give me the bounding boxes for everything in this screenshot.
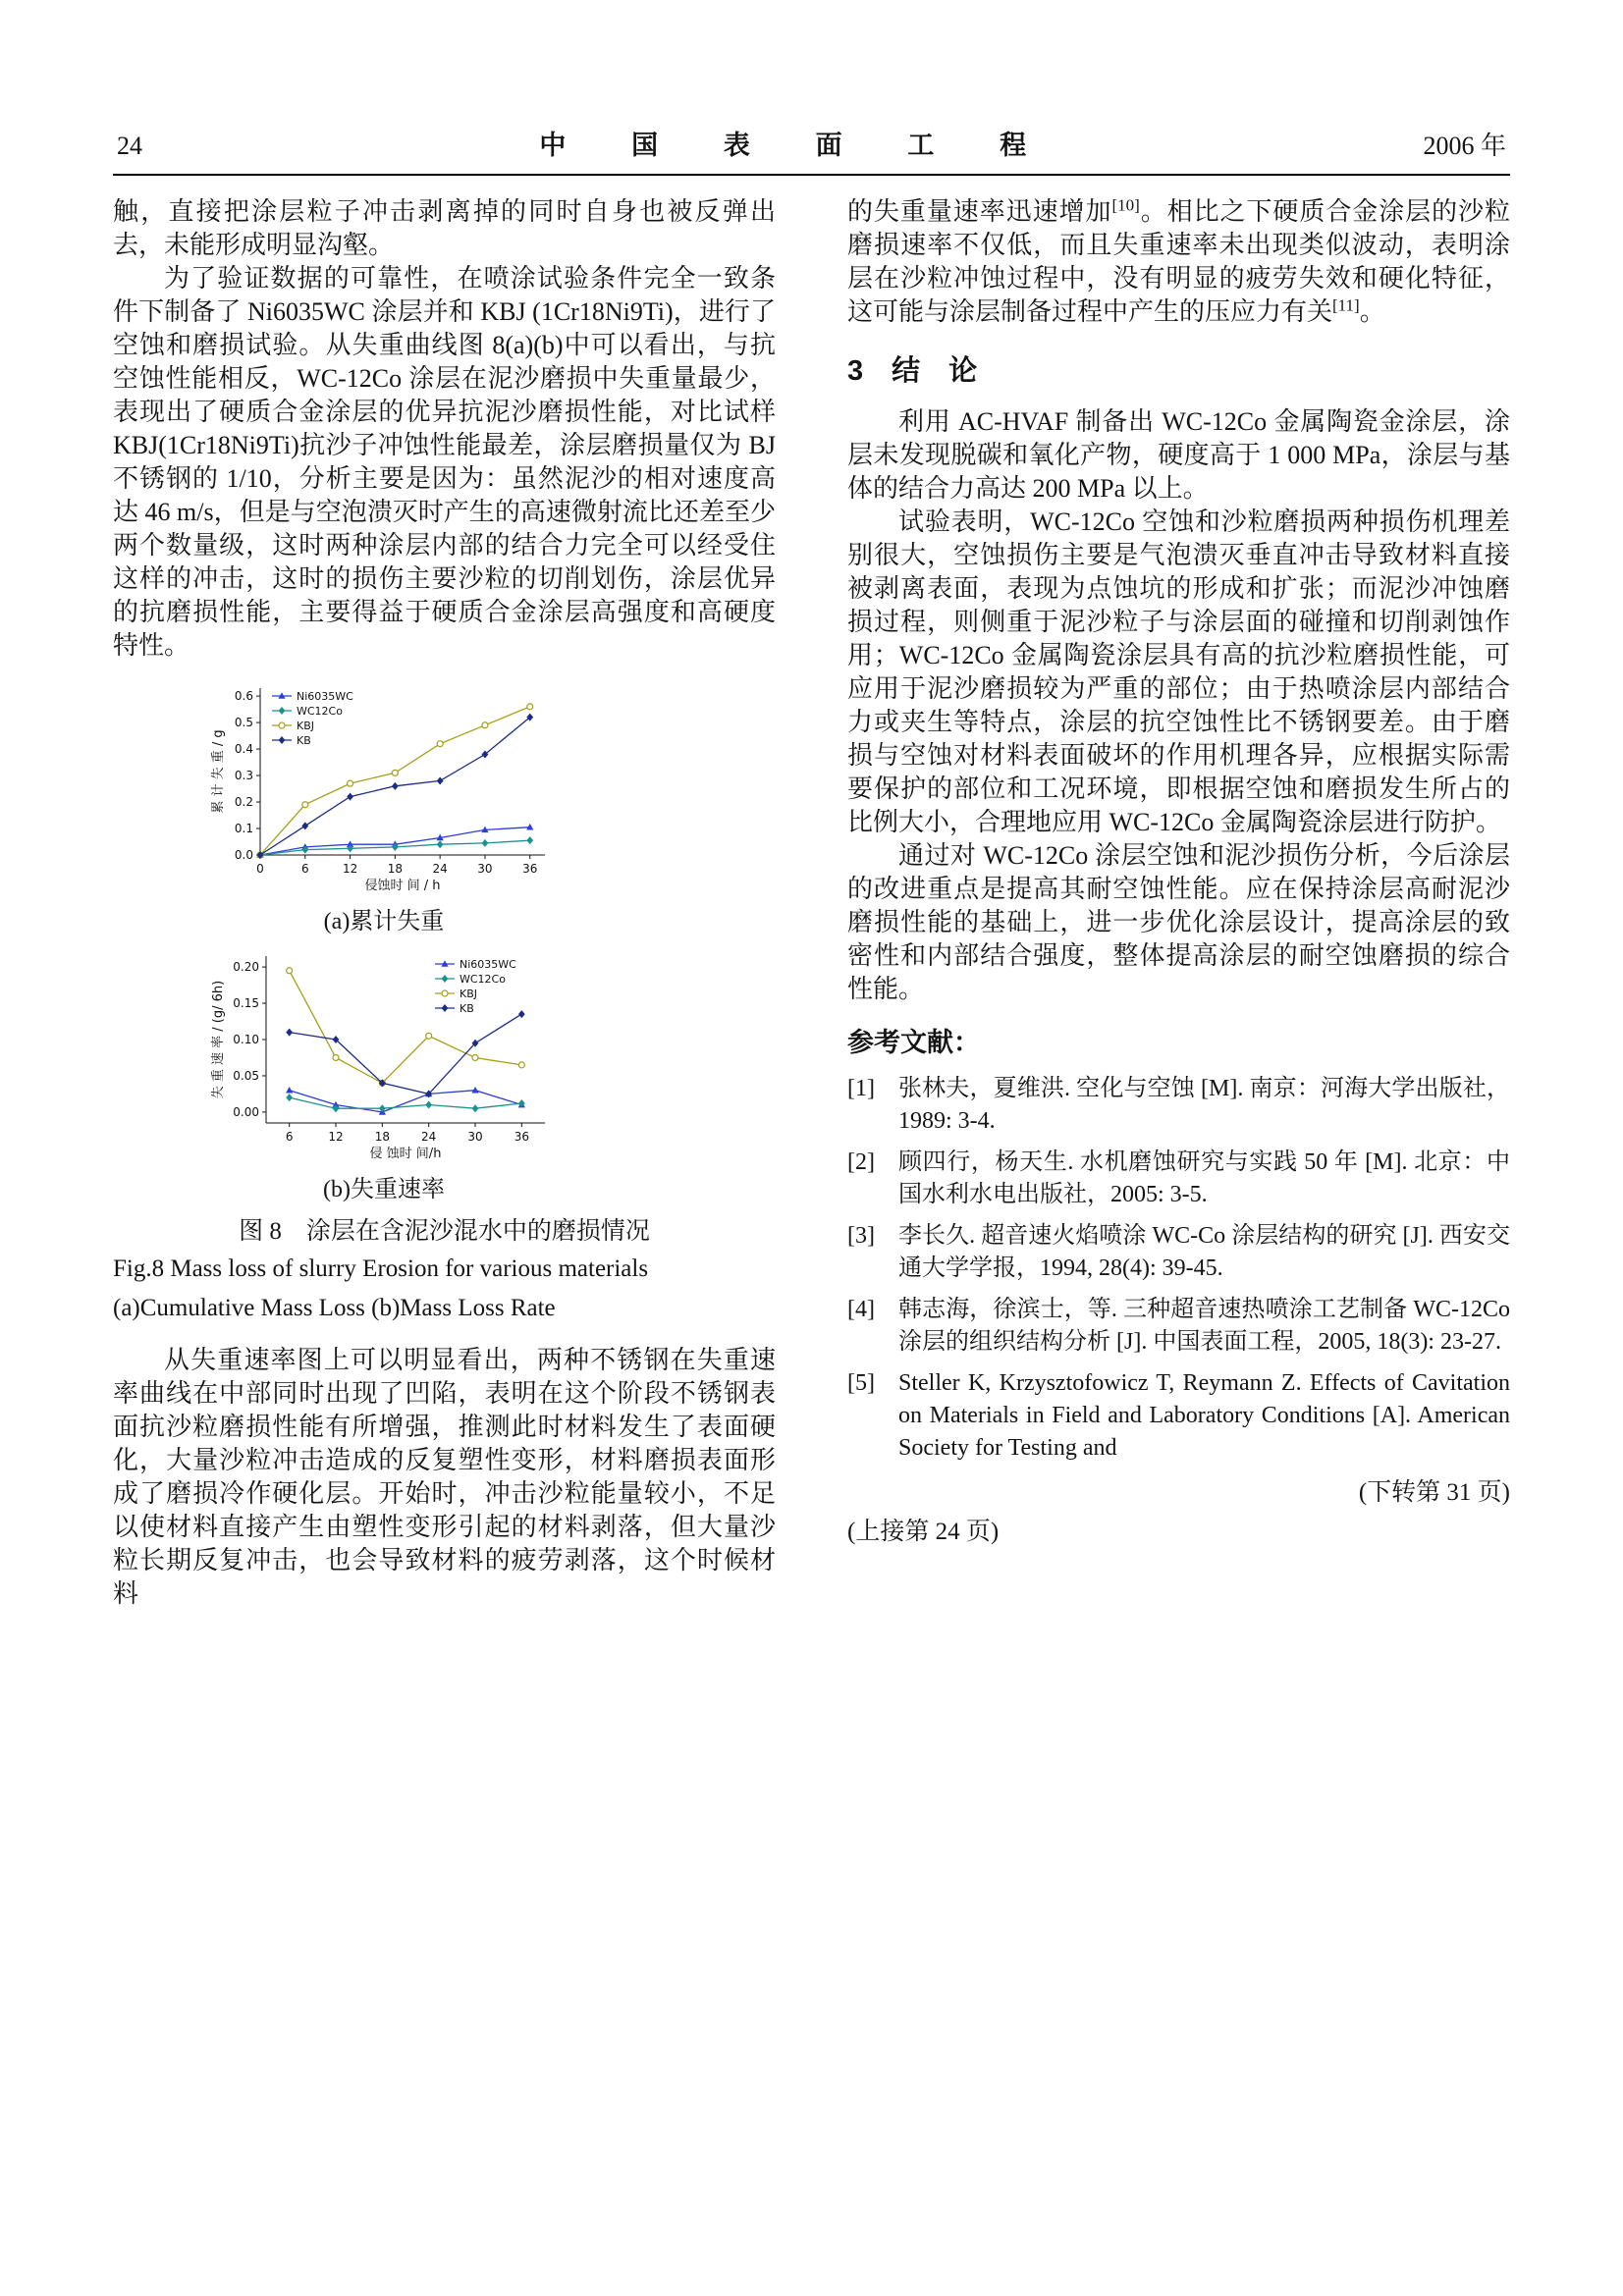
chart-cumulative-mass-loss xyxy=(197,678,570,905)
svg-text:侵 蚀时 间/h: 侵 蚀时 间/h xyxy=(369,1147,442,1161)
svg-text:0.20: 0.20 xyxy=(233,960,259,975)
references-heading: 参考文献： xyxy=(847,1028,980,1057)
svg-text:0.4: 0.4 xyxy=(234,742,253,757)
reference-number: [4] xyxy=(847,1297,875,1322)
reference-item xyxy=(847,1073,1510,1138)
svg-text:0.0: 0.0 xyxy=(234,848,253,862)
chart-mass-loss-rate xyxy=(197,946,570,1173)
paragraph: 利用 AC-HVAF 制备出 WC-12Co 金属陶瓷金涂层，涂层未发现脱碳和氧化产物，硬度高于 1 000 MPa，涂层与基体的结合力高达 200 MPa 以上。 xyxy=(847,407,1510,503)
svg-text:KB: KB xyxy=(297,734,311,747)
svg-text:6: 6 xyxy=(285,1130,294,1144)
reference-text: 韩志海，徐滨士，等. 三种超音速热喷涂工艺制备 WC-12Co 涂层的组织结构分析 [J]. 中国表面工程，2005, 18(3): 23-27. xyxy=(898,1297,1510,1355)
reference-text: 顾四行，杨天生. 水机磨蚀研究与实践 50 年 [M]. 北京：中国水利水电出版社，2005: 3-5. xyxy=(898,1149,1510,1207)
svg-text:18: 18 xyxy=(374,1130,390,1144)
svg-text:失 重 速 率 / (g/ 6h): 失 重 速 率 / (g/ 6h) xyxy=(211,980,226,1099)
paragraph: 为了验证数据的可靠性，在喷涂试验条件完全一致条件下制备了 Ni6035WC 涂层并和 KBJ (1Cr18Ni9Ti)，进行了空蚀和磨损试验。从失重曲线图 8(a)(b)中可以看出，与抗空蚀性能相反，WC-12Co 涂层在泥沙磨损中失重量最少，表现出了硬质合金涂层的优异抗泥沙磨损性能，对比试样 KBJ(1Cr18Ni9Ti)抗沙子冲蚀性能最差，涂层磨损量仅为 BJ 不锈钢的 1/10，分析主要是因为：虽然泥沙的相对速度高达 46 m/s，但是与空泡溃灭时产生的高速微射流比还差至少两个数量级，这时两种涂层内部的结合力完全可以经受住这样的冲击，这时的损伤主要沙粒的切削划伤，涂层优异的抗磨损性能，主要得益于硬质合金涂层高强度和高硬度特性。 xyxy=(113,264,776,660)
figure-caption-en: Fig.8 Mass loss of slurry Erosion for various materials xyxy=(113,1255,649,1282)
section-heading-conclusion: 3 结 论 xyxy=(847,355,978,387)
reference-number: [3] xyxy=(847,1223,875,1249)
continued-to-note: (下转第 31 页) xyxy=(1358,1479,1510,1506)
svg-text:12: 12 xyxy=(342,862,358,876)
two-column-body xyxy=(113,195,1510,1611)
figure-charts xyxy=(197,678,570,1204)
svg-text:0.10: 0.10 xyxy=(233,1033,259,1046)
svg-text:0.15: 0.15 xyxy=(233,996,259,1011)
reference-number: [2] xyxy=(847,1149,875,1175)
svg-text:0.6: 0.6 xyxy=(234,689,253,704)
svg-text:0: 0 xyxy=(256,862,264,876)
subfigure-caption-a: (a)累计失重 xyxy=(323,909,445,934)
journal-title: 中 国 表 面 工 程 xyxy=(539,131,1056,160)
svg-text:6: 6 xyxy=(300,862,309,876)
svg-text:0.1: 0.1 xyxy=(234,822,253,836)
continued-from-note: (上接第 24 页) xyxy=(847,1519,1000,1545)
svg-text:12: 12 xyxy=(328,1130,344,1144)
paragraph: 从失重速率图上可以明显看出，两种不锈钢在失重速率曲线在中部同时出现了凹陷，表明在这个阶段不锈钢表面抗沙粒磨损性能有所增强，推测此时材料发生了表面硬化，大量沙粒冲击造成的反复塑性变形，材料磨损表面形成了磨损冷作硬化层。开始时，冲击沙粒能量较小，不足以使材料直接产生由塑性变形引起的材料剥落，但大量沙粒长期反复冲击，也会导致材料的疲劳剥落，这个时候材料 xyxy=(113,1346,776,1608)
paragraph: 试验表明，WC-12Co 空蚀和沙粒磨损两种损伤机理差别很大，空蚀损伤主要是气泡溃灭垂直冲击导致材料直接被剥离表面，表现为点蚀坑的形成和扩张；而泥沙冲蚀磨损过程，则侧重于泥沙粒子与涂层面的碰撞和切削剥蚀作用；WC-12Co 金属陶瓷涂层具有高的抗沙粒磨损性能，可应用于泥沙磨损较为严重的部位；由于热喷涂层内部结合力或夹生等特点，涂层的抗空蚀性比不锈钢要差。由于磨损与空蚀对材料表面破坏的作用机理各异，应根据实际需要保护的部位和工况环境，即根据空蚀和磨损发生所占的比例大小，合理地应用 WC-12Co 金属陶瓷涂层进行防护。 xyxy=(847,507,1510,836)
svg-text:30: 30 xyxy=(467,1130,483,1144)
figure-8 xyxy=(113,678,776,1328)
text-run: 的失重量速率迅速增加 xyxy=(847,197,1112,226)
svg-text:24: 24 xyxy=(432,862,448,876)
figure-caption-en-sub: (a)Cumulative Mass Loss (b)Mass Loss Rate xyxy=(113,1295,556,1321)
reference-number: [5] xyxy=(847,1370,875,1396)
svg-text:KBJ: KBJ xyxy=(460,988,478,1000)
citation-ref-11: [11] xyxy=(1332,295,1360,315)
reference-text: 张林夫，夏维洪. 空化与空蚀 [M]. 南京：河海大学出版社，1989: 3-4. xyxy=(898,1076,1510,1134)
citation-ref-10: [10] xyxy=(1111,195,1140,215)
right-column xyxy=(847,195,1510,1611)
reference-item xyxy=(847,1294,1510,1359)
svg-text:KB: KB xyxy=(460,1002,474,1015)
reference-text: 李长久. 超音速火焰喷涂 WC-Co 涂层结构的研究 [J]. 西安交通大学学报，1994, 28(4): 39-45. xyxy=(898,1223,1510,1281)
paragraph: 通过对 WC-12Co 涂层空蚀和泥沙损伤分析，今后涂层的改进重点是提高其耐空蚀性能。应在保持涂层高耐泥沙磨损性能的基础上，进一步优化涂层设计，提高涂层的致密性和内部结合强度，整体提高涂层的耐空蚀磨损的综合性能。 xyxy=(847,841,1510,1003)
svg-text:Ni6035WC: Ni6035WC xyxy=(460,958,516,971)
svg-text:36: 36 xyxy=(514,1130,529,1144)
svg-text:WC12Co: WC12Co xyxy=(460,973,506,986)
svg-text:36: 36 xyxy=(522,862,538,876)
reference-text: Steller K, Krzysztofowicz T, Reymann Z. Effects of Cavitation on Materials in Field and Laboratory Conditions [A]. American Society for Testing and xyxy=(898,1370,1510,1461)
svg-text:18: 18 xyxy=(387,862,404,876)
reference-item xyxy=(847,1220,1510,1285)
svg-text:Ni6035WC: Ni6035WC xyxy=(297,690,353,703)
svg-text:0.3: 0.3 xyxy=(234,769,253,783)
page-number: 24 xyxy=(117,132,142,160)
svg-text:0.05: 0.05 xyxy=(233,1068,259,1083)
svg-text:0.00: 0.00 xyxy=(233,1104,259,1119)
paragraph-continued xyxy=(847,195,1510,329)
text-run: 。相比之下硬质合金涂层的沙粒磨损速率不仅低，而且失重速率未出现类似波动，表明涂层在沙粒冲蚀过程中，没有明显的疲劳失效和硬化特征，这可能与涂层制备过程中产生的压应力有关 xyxy=(847,197,1510,326)
text-run: 。 xyxy=(1359,297,1385,326)
reference-item xyxy=(847,1147,1510,1211)
svg-text:0.5: 0.5 xyxy=(234,716,253,730)
svg-text:侵蚀时 间 / h: 侵蚀时 间 / h xyxy=(364,879,441,893)
paragraph-continued: 触，直接把涂层粒子冲击剥离掉的同时自身也被反弹出去，未能形成明显沟壑。 xyxy=(113,197,776,259)
reference-number: [1] xyxy=(847,1076,875,1101)
year-label: 2006 年 xyxy=(1423,132,1506,160)
reference-item xyxy=(847,1367,1510,1465)
header-rule xyxy=(113,174,1510,176)
svg-text:24: 24 xyxy=(421,1130,437,1144)
subfigure-caption-b: (b)失重速率 xyxy=(323,1177,445,1202)
left-column xyxy=(113,195,776,1611)
svg-text:30: 30 xyxy=(477,862,493,876)
svg-text:0.2: 0.2 xyxy=(234,795,253,810)
page-header xyxy=(113,124,1510,174)
figure-caption-cn: 图 8 涂层在含泥沙混水中的磨损情况 xyxy=(239,1218,650,1245)
svg-text:KBJ: KBJ xyxy=(297,720,315,732)
svg-text:累 计 失 重 / g: 累 计 失 重 / g xyxy=(211,729,226,814)
svg-text:WC12Co: WC12Co xyxy=(297,705,343,718)
